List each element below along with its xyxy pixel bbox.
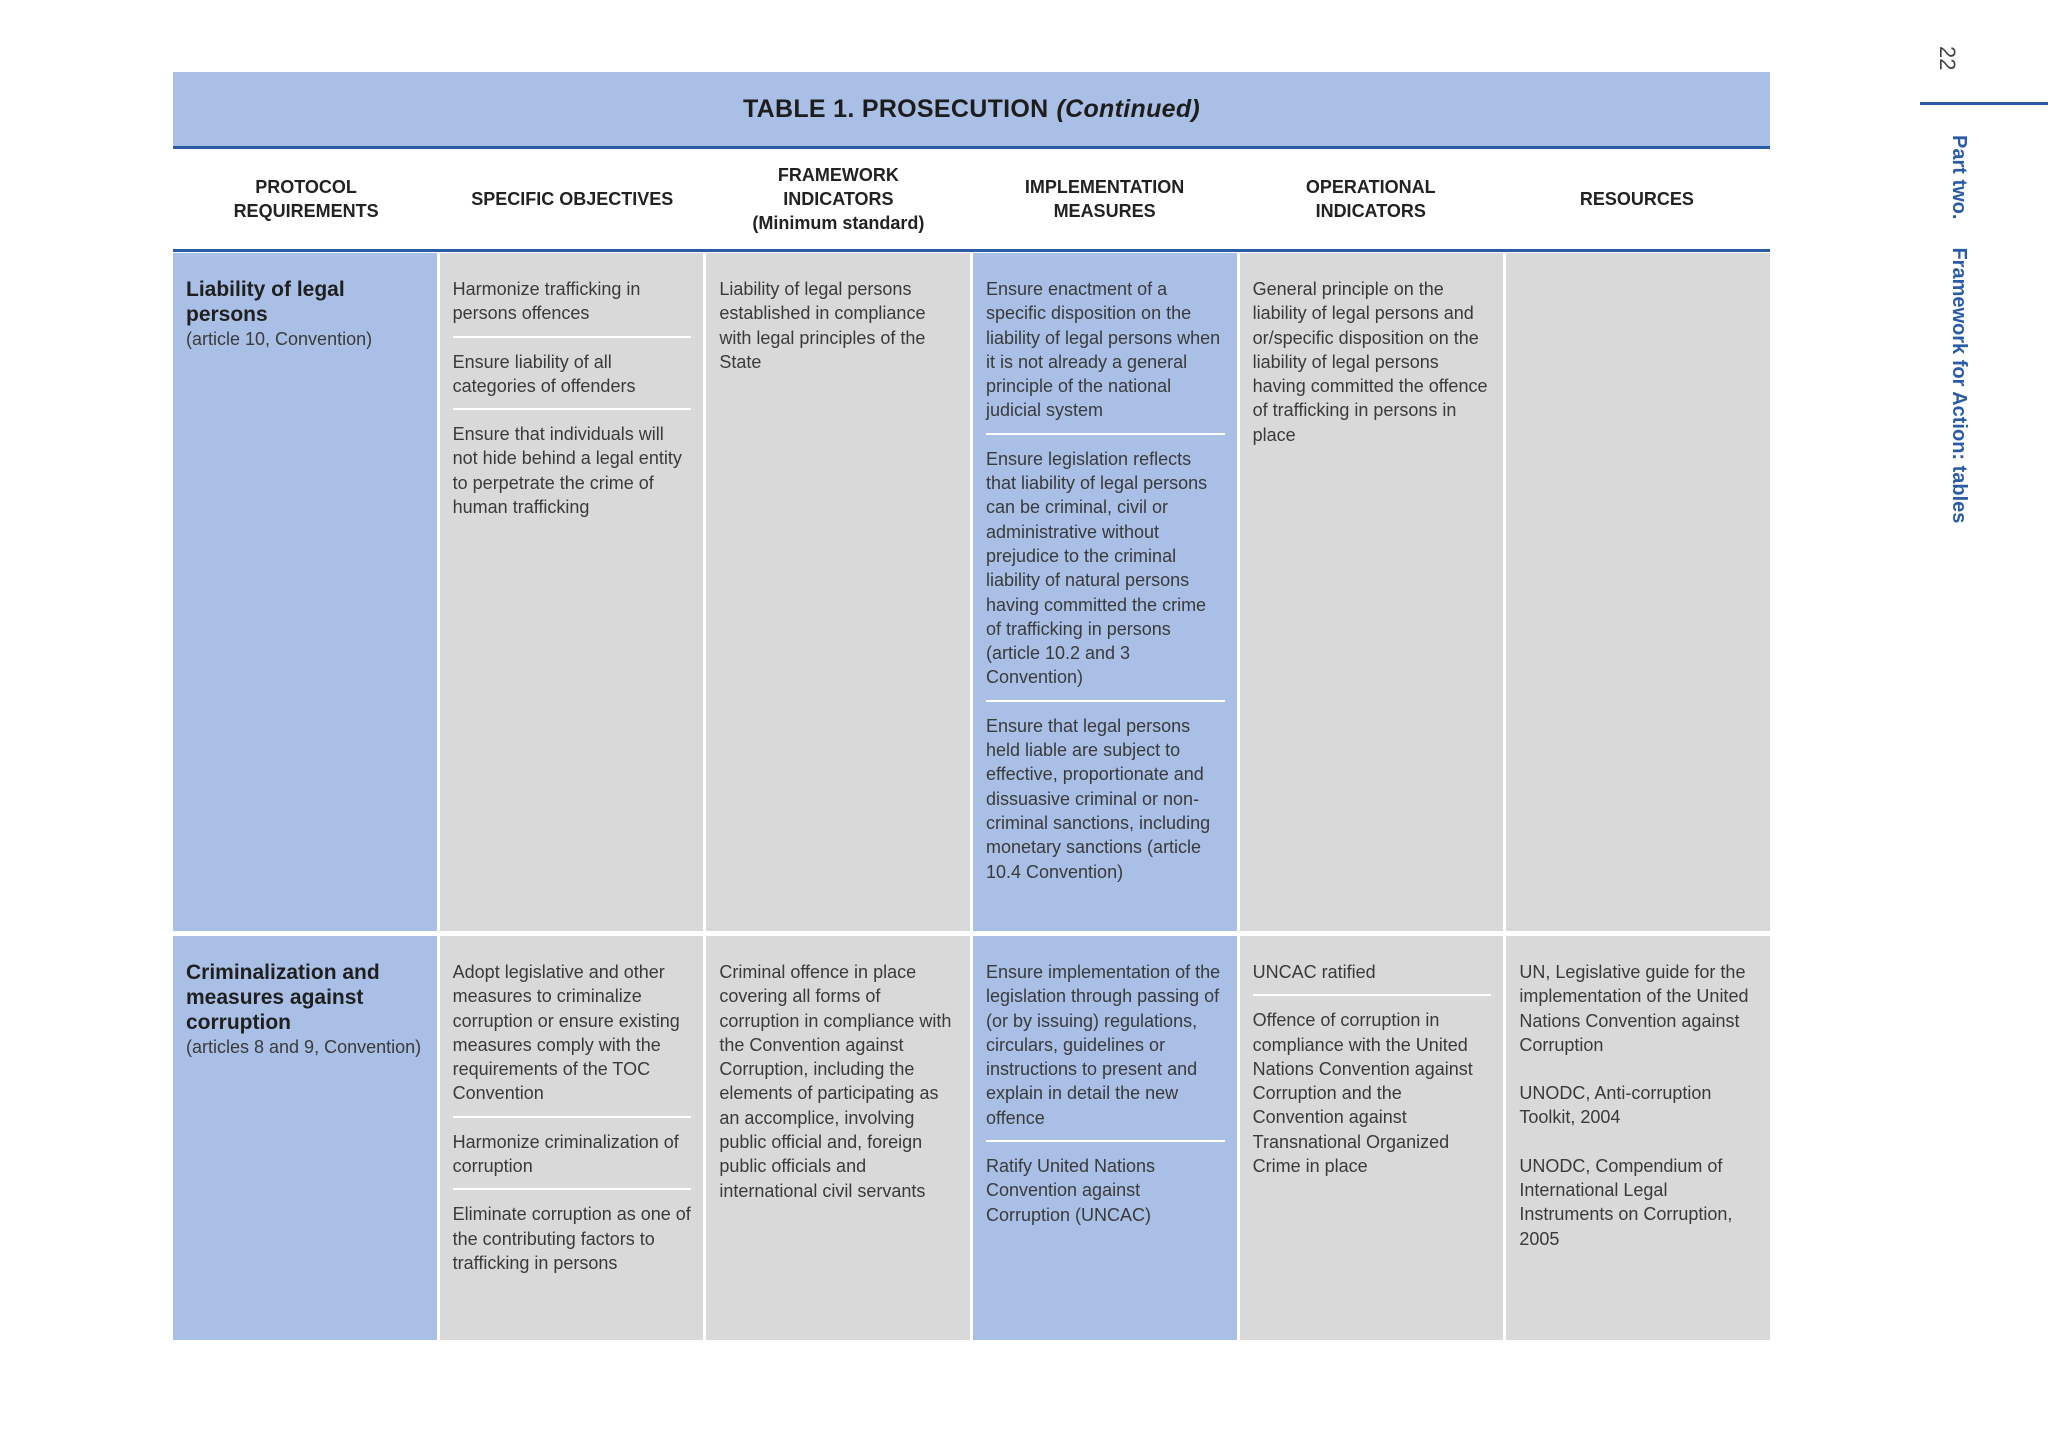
- table-header-row: [173, 149, 1770, 252]
- framework-indicators-cell: [706, 253, 970, 931]
- resources-cell: [1506, 253, 1770, 931]
- list-item: UN, Legislative guide for the implementation of the United Nations Convention against Corruption: [1519, 962, 1749, 1055]
- list-item: Criminal offence in place covering all forms of corruption in compliance with the Convention against Corruption, including the elements of participating as an accomplice, involving public official and, foreign public officials and international civil servants: [719, 962, 952, 1201]
- specific-objectives-cell: [440, 253, 704, 931]
- list-item: UNODC, Anti-corruption Toolkit, 2004: [1519, 1083, 1712, 1128]
- side-label-title: Framework for Action: tables: [1948, 247, 1970, 524]
- header-implementation-measures: IMPLEMENTATION MEASURES: [1024, 177, 1185, 221]
- list-item: Ensure that legal persons held liable are subject to effective, proportionate and dissuasive criminal or non-criminal sanctions, including monetary sanctions (article 10.4 Convention): [985, 715, 1211, 882]
- list-item: Ensure legislation reflects that liability of legal persons can be criminal, civil or administrative without prejudice to the criminal liability of natural persons having committed the crime of trafficking in persons (article 10.2 and 3 Convention): [986, 447, 1225, 702]
- list-item: Harmonize trafficking in persons offences: [453, 277, 692, 338]
- section-side-label: [1947, 135, 1970, 523]
- header-operational-indicators: OPERATIONAL INDICATORS: [1305, 177, 1436, 221]
- list-item: Ensure enactment of a specific disposition on the liability of legal persons when it is not already a general principle of the national judicial system: [986, 277, 1225, 435]
- header-framework-indicators: FRAMEWORK INDICATORS (Minimum standard): [752, 165, 925, 233]
- list-item: General principle on the liability of legal persons and or/specific disposition on the liability of legal persons having committed the offence of trafficking in persons in place: [1252, 279, 1488, 445]
- table-title-suffix: (Continued): [1056, 94, 1201, 123]
- specific-objectives-cell: [440, 936, 704, 1340]
- requirement-reference: (article 10, Convention): [186, 329, 373, 349]
- list-item: Ratify United Nations Convention against Corruption (UNCAC): [985, 1156, 1156, 1225]
- list-item: Ensure implementation of the legislation through passing of (or by issuing) regulations, circulars, guidelines or instructions to present and explain in detail the new offence: [986, 960, 1225, 1142]
- requirement-title: Liability of legal persons: [186, 278, 345, 326]
- list-item: Harmonize criminalization of corruption: [453, 1130, 692, 1191]
- list-item: Offence of corruption in compliance with the United Nations Convention against Corruption and the Convention against Transnational Organized Crime in place: [1252, 1010, 1473, 1177]
- requirement-title: Criminalization and measures against corruption: [186, 961, 380, 1034]
- resources-cell: [1506, 936, 1770, 1340]
- table-title-text: TABLE 1. PROSECUTION: [742, 94, 1049, 123]
- side-label-part: Part two.: [1948, 135, 1970, 220]
- requirement-cell: [173, 936, 437, 1340]
- list-item: Liability of legal persons established in compliance with legal principles of the State: [719, 279, 926, 372]
- framework-indicators-cell: [706, 936, 970, 1340]
- requirement-cell: [173, 253, 437, 931]
- list-item: UNODC, Compendium of International Legal Instruments on Corruption, 2005: [1519, 1155, 1733, 1249]
- prosecution-table: [173, 72, 1770, 1340]
- table-row: [173, 253, 1770, 931]
- operational-indicators-cell: [1240, 936, 1504, 1340]
- list-item: Ensure that individuals will not hide behind a legal entity to perpetrate the crime of human trafficking: [452, 424, 682, 518]
- list-item: Ensure liability of all categories of offenders: [453, 350, 692, 411]
- header-resources: RESOURCES: [1579, 189, 1694, 209]
- header-specific-objectives: SPECIFIC OBJECTIVES: [471, 189, 674, 209]
- implementation-measures-cell: [973, 936, 1237, 1340]
- list-item: UNCAC ratified: [1253, 960, 1492, 996]
- requirement-reference: (articles 8 and 9, Convention): [186, 1037, 422, 1057]
- list-item: Adopt legislative and other measures to criminalize corruption or ensure existing measures comply with the requirements of the TOC Convention: [453, 960, 692, 1118]
- operational-indicators-cell: [1240, 253, 1504, 931]
- table-title: [173, 72, 1770, 149]
- page-number: 22: [1935, 46, 1960, 71]
- list-item: Eliminate corruption as one of the contributing factors to trafficking in persons: [452, 1204, 691, 1273]
- implementation-measures-cell: [973, 253, 1237, 931]
- table-row: [173, 936, 1770, 1340]
- header-protocol-requirements: PROTOCOL REQUIREMENTS: [233, 177, 379, 221]
- side-divider: [1920, 102, 2048, 105]
